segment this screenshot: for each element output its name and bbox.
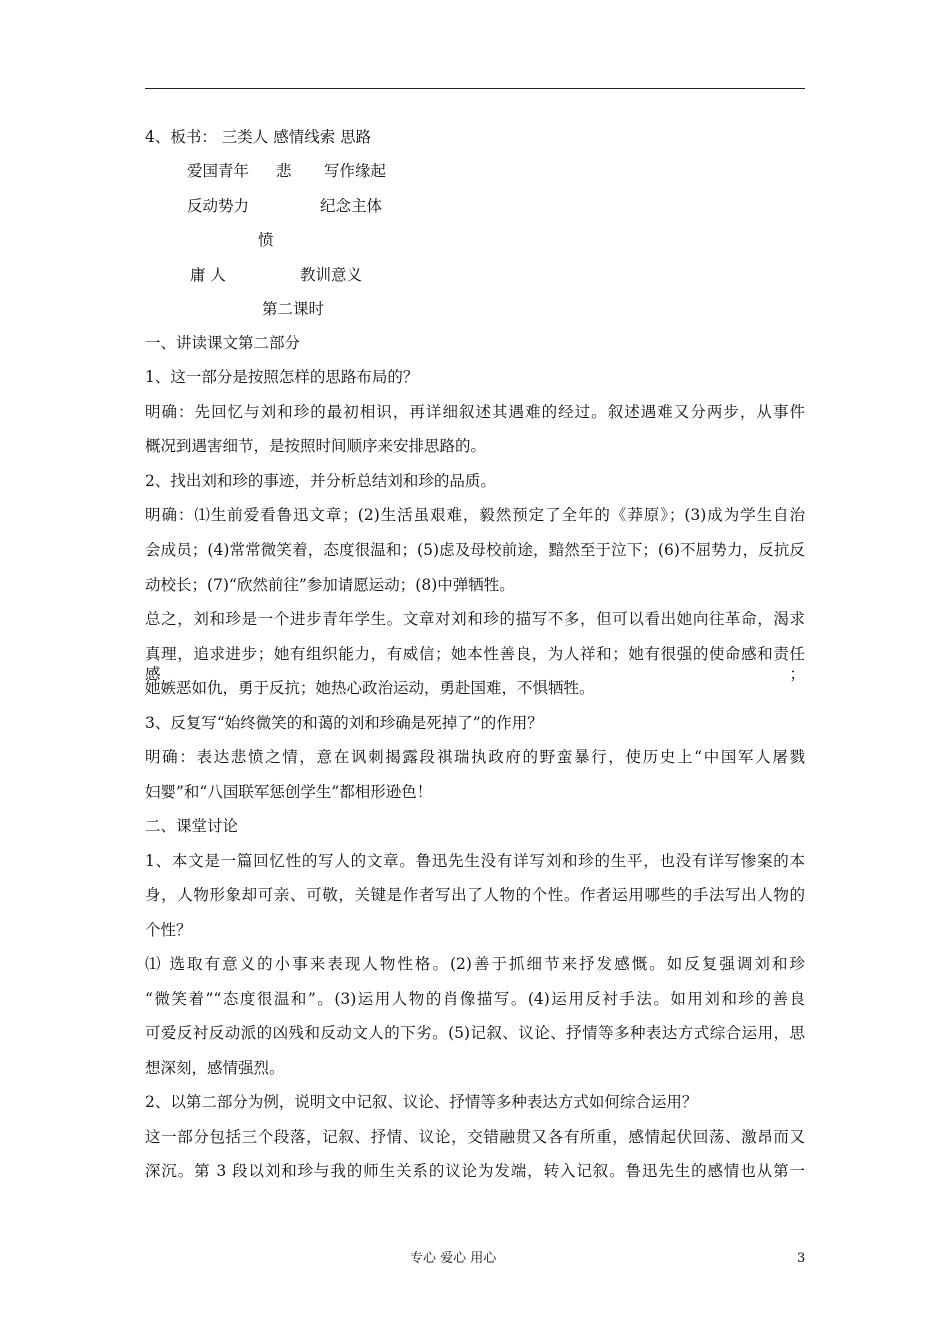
text-line: 明确：先回忆与刘和珍的最初相识，再详细叙述其遇难的经过。叙述遇难又分两步，从事件 — [145, 403, 805, 421]
text-line: 会成员；(4)常常微笑着，态度很温和；(5)虑及母校前途，黯然至于泣下；(6)不屈势力，反抗反 — [145, 541, 805, 559]
text-line: 2、找出刘和珍的事迹，并分析总结刘和珍的品质。 — [145, 472, 496, 490]
lesson-title: 第二课时 — [262, 300, 325, 318]
text-line: 深沉。第 3 段以刘和珍与我的师生关系的议论为发端，转入记叙。鲁迅先生的感情也从第一 — [145, 1162, 805, 1180]
text-line: ⑴ 选取有意义的小事来表现人物性格。(2)善于抓细节来抒发感慨。如反复强调刘和珍 — [145, 955, 805, 973]
page-number: 3 — [797, 1251, 806, 1266]
board-cell: 庸 人 — [190, 266, 226, 284]
text-line: 明确：表达悲愤之情，意在讽刺揭露段祺瑞执政府的野蛮暴行，使历史上“中国军人屠戮 — [145, 748, 805, 766]
text-line: 总之，刘和珍是一个进步青年学生。文章对刘和珍的描写不多，但可以看出她向往革命，渴求 — [145, 610, 805, 628]
text-line: 二、课堂讨论 — [145, 817, 239, 835]
text-line: 想深刻，感情强烈。 — [145, 1059, 285, 1077]
header-rule — [145, 88, 805, 89]
board-cell: 悲 — [276, 162, 292, 180]
text-line: 概况到遇害细节，是按照时间顺序来安排思路的。 — [145, 437, 487, 455]
board-cell: 写作缘起 — [324, 162, 387, 180]
board-cell: 反动势力 — [187, 197, 250, 215]
board-cell: 教训意义 — [300, 266, 363, 284]
text-line: 2、以第二部分为例，说明文中记叙、议论、抒情等多种表达方式如何综合运用？ — [145, 1093, 698, 1111]
text-line: 3、反复写“始终微笑的和蔼的刘和珍确是死掉了”的作用？ — [145, 714, 543, 732]
text-line: 个性？ — [145, 921, 192, 939]
text-line: “微笑着”“态度很温和”。(3)运用人物的肖像描写。(4)运用反衬手法。如用刘和珍的善良 — [145, 990, 805, 1008]
text-line: 身，人物形象却可亲、可敬，关键是作者写出了人物的个性。作者运用哪些的手法写出人物的 — [145, 886, 805, 904]
footer-slogan: 专心 爱心 用心 — [410, 1251, 497, 1266]
text-line: 明确：⑴生前爱看鲁迅文章；(2)生活虽艰难，毅然预定了全年的《莽原》；(3)成为学生自治 — [145, 506, 805, 524]
board-heading: 4、板书： 三类人 感情线索 思路 — [145, 128, 372, 146]
text-line: 1、这一部分是按照怎样的思路布局的？ — [145, 368, 419, 386]
text-line: 真理，追求进步；她有组织能力，有威信；她本性善良，为人祥和；她有很强的使命感和责任感； — [145, 645, 805, 683]
text-line: 这一部分包括三个段落，记叙、抒情、议论，交错融贯又各有所重，感情起伏回荡、激昂而又 — [145, 1128, 805, 1146]
text-line: 她嫉恶如仇，勇于反抗；她热心政治运动，勇赴国难，不惧牺牲。 — [145, 679, 595, 697]
text-line: 动校长；(7)“欣然前往”参加请愿运动；(8)中弹牺牲。 — [145, 576, 515, 594]
board-cell: 纪念主体 — [320, 197, 383, 215]
board-cell: 愤 — [258, 231, 274, 249]
text-line: 1、本文是一篇回忆性的写人的文章。鲁迅先生没有详写刘和珍的生平，也没有详写惨案的本 — [145, 852, 805, 870]
text-line: 可爱反衬反动派的凶残和反动文人的下劣。(5)记叙、议论、抒情等多种表达方式综合运用，思 — [145, 1024, 805, 1042]
board-cell: 爱国青年 — [187, 162, 250, 180]
text-line: 妇婴”和“八国联军惩创学生”都相形逊色！ — [145, 783, 433, 801]
text-line: 一、讲读课文第二部分 — [145, 334, 301, 352]
